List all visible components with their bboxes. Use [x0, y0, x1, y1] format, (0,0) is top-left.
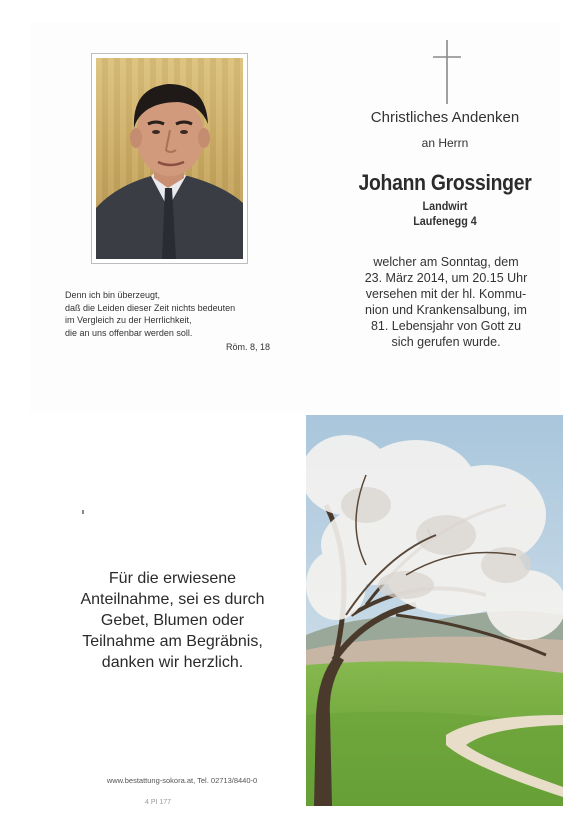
death-notice-line: sich gerufen wurde. — [391, 335, 501, 349]
blossoming-tree-photo — [306, 415, 563, 806]
address: Laufenegg 4 — [413, 214, 477, 228]
death-notice-line: 81. Lebensjahr von Gott zu — [370, 319, 522, 333]
death-notice-line: nion und Krankensalbung, im — [365, 303, 527, 317]
death-notice-line: welcher am Sonntag, dem — [373, 255, 519, 269]
cross-icon — [433, 40, 461, 104]
death-notice-line: 23. März 2014, um 20.15 Uhr — [364, 271, 528, 285]
footer-code: 4 PI 177 — [145, 799, 172, 806]
portrait-photo — [91, 53, 248, 264]
verse-line: Denn ich bin überzeugt, — [65, 290, 161, 300]
verse-line: im Vergleich zu der Herrlichkeit, — [65, 315, 192, 325]
occupation: Landwirt — [422, 199, 468, 213]
portrait-figure — [96, 58, 243, 259]
thanks-line: Anteilnahme, sei es durch — [80, 591, 265, 608]
salutation: an Herrn — [421, 136, 469, 150]
thanks-line: Teilnahme am Begräbnis, — [82, 633, 263, 650]
print-speck — [82, 510, 84, 514]
verse-line: daß die Leiden dieser Zeit nichts bedeuten — [65, 302, 236, 313]
verse-line: die an uns offenbar werden soll. — [65, 327, 193, 338]
thanks-line: danken wir herzlich. — [101, 654, 244, 671]
bible-verse — [65, 289, 275, 339]
thanks-line: Gebet, Blumen oder — [100, 612, 245, 629]
thanks-line: Für die erwiesene — [108, 570, 237, 587]
verse-reference: Röm. 8, 18 — [225, 342, 270, 352]
death-notice-line: versehen mit der hl. Kommu- — [365, 287, 527, 301]
footer-website: www.bestattung-sokora.at, Tel. 02713/8440-0 — [106, 776, 258, 785]
thanks-message — [55, 568, 290, 673]
memorial-heading: Christliches Andenken — [370, 109, 520, 126]
death-notice — [342, 254, 550, 350]
deceased-name: Johann Grossinger — [358, 170, 532, 195]
